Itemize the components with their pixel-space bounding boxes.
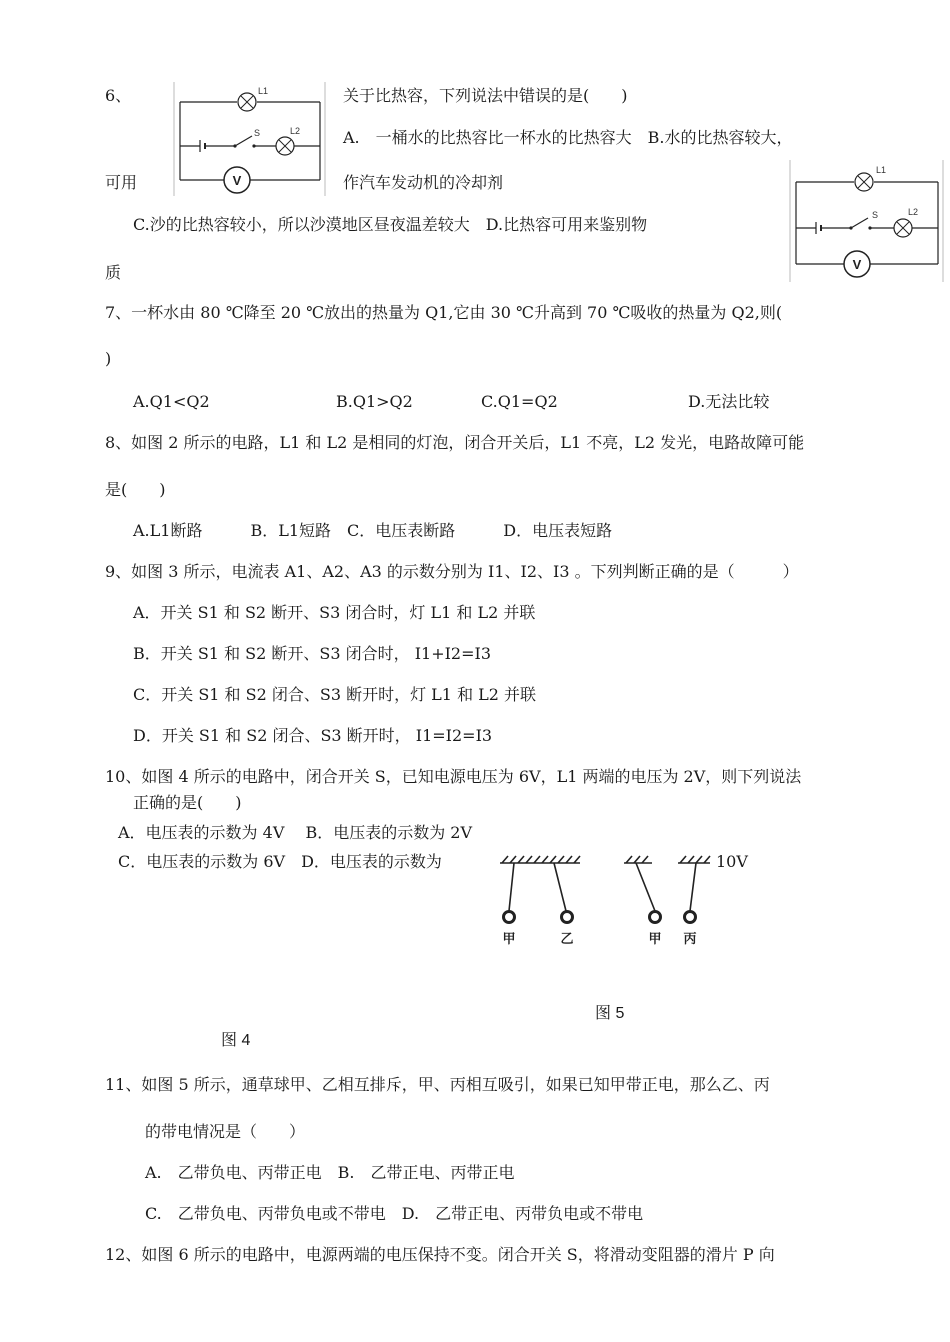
q6-line2: 作汽车发动机的冷却剂 [343,173,504,192]
circuit1-l2-label: L2 [290,126,301,136]
q6-tail: 质 [105,263,122,282]
q11-stem-2: 的带电情况是（ ） [145,1122,306,1141]
q10-stem-2: 正确的是( ) [133,793,242,812]
q7-option-c: C.Q1=Q2 [481,392,558,411]
q9-option-a: A．开关 S1 和 S2 断开、S3 闭合时，灯 L1 和 L2 并联 [133,603,536,622]
q6-stem: 关于比热容，下列说法中错误的是( ) [343,86,628,105]
q11-option-a-b: A. 乙带负电、丙带正电 B. 乙带正电、丙带正电 [145,1163,515,1182]
circuit1-l1-label: L1 [258,86,269,96]
q10-option-d-value: 10V [716,852,748,871]
figure-5-caption: 图 5 [595,1005,625,1022]
ball-label-yi: 乙 [560,932,574,947]
ball-label-bing: 丙 [683,932,697,947]
q6-number: 6、 [105,86,132,105]
q8-stem-2: 是( ) [105,480,166,499]
q12-stem: 12、如图 6 所示的电路中，电源两端的电压保持不变。闭合开关 S，将滑动变阻器的滑片 P 向 [105,1245,775,1264]
q9-option-d: D．开关 S1 和 S2 闭合、S3 断开时， I1=I2=I3 [133,726,493,745]
circuit1-switch-label: S [254,128,261,138]
q8-options: A.L1断路 B．L1短路 C．电压表断路 D．电压表短路 [133,521,613,540]
ball-label-jia-2: 甲 [648,932,662,947]
circuit2-l2-label: L2 [908,207,919,217]
circuit2-l1-label: L1 [876,165,887,175]
q7-paren: ) [105,349,112,368]
circuit1-voltmeter-label: V [232,173,242,188]
figure-5-pith-balls [494,853,724,951]
q8-stem: 8、如图 2 所示的电路，L1 和 L2 是相同的灯泡，闭合开关后，L1 不亮，L2 发光，电路故障可能 [105,433,805,452]
q6-option-a-b: A. 一桶水的比热容比一杯水的比热容大 B.水的比热容较大， [343,128,793,147]
ball-label-jia-1: 甲 [502,932,516,947]
q9-stem: 9、如图 3 所示，电流表 A1、A2、A3 的示数分别为 I1、I2、I3 。下列判断正确的是（ ） [105,562,799,581]
circuit2-switch-label: S [872,210,879,220]
figure-4-caption: 图 4 [221,1032,251,1049]
q11-stem: 11、如图 5 所示，通草球甲、乙相互排斥，甲、丙相互吸引，如果已知甲带正电，那么乙、丙 [105,1075,770,1094]
q10-option-a-b: A．电压表的示数为 4V B．电压表的示数为 2V [118,823,473,842]
q7-option-b: B.Q1>Q2 [336,392,413,411]
q7-stem: 7、一杯水由 80 ℃降至 20 ℃放出的热量为 Q1,它由 30 ℃升高到 70 ℃吸收的热量为 Q2,则( [105,303,783,322]
q10-option-c-d: C．电压表的示数为 6V D．电压表的示数为 [118,852,442,871]
q6-option-c-d: C.沙的比热容较小，所以沙漠地区昼夜温差较大 D.比热容可用来鉴别物 [133,215,648,234]
circuit2-voltmeter-label: V [852,257,862,272]
q7-option-a: A.Q1<Q2 [133,392,210,411]
q10-stem: 10、如图 4 所示的电路中，闭合开关 S，已知电源电压为 6V，L1 两端的电压为 2V，则下列说法 [105,767,802,786]
q9-option-b: B．开关 S1 和 S2 断开、S3 闭合时， I1+I2=I3 [133,644,492,663]
q9-option-c: C．开关 S1 和 S2 闭合、S3 断开时，灯 L1 和 L2 并联 [133,685,537,704]
circuit-diagram-1 [172,80,327,198]
q7-option-d: D.无法比较 [688,392,770,411]
circuit-diagram-2 [788,158,946,284]
q11-option-c-d: C. 乙带负电、丙带负电或不带电 D. 乙带正电、丙带负电或不带电 [145,1204,644,1223]
q6-continued-left: 可用 [105,173,138,192]
